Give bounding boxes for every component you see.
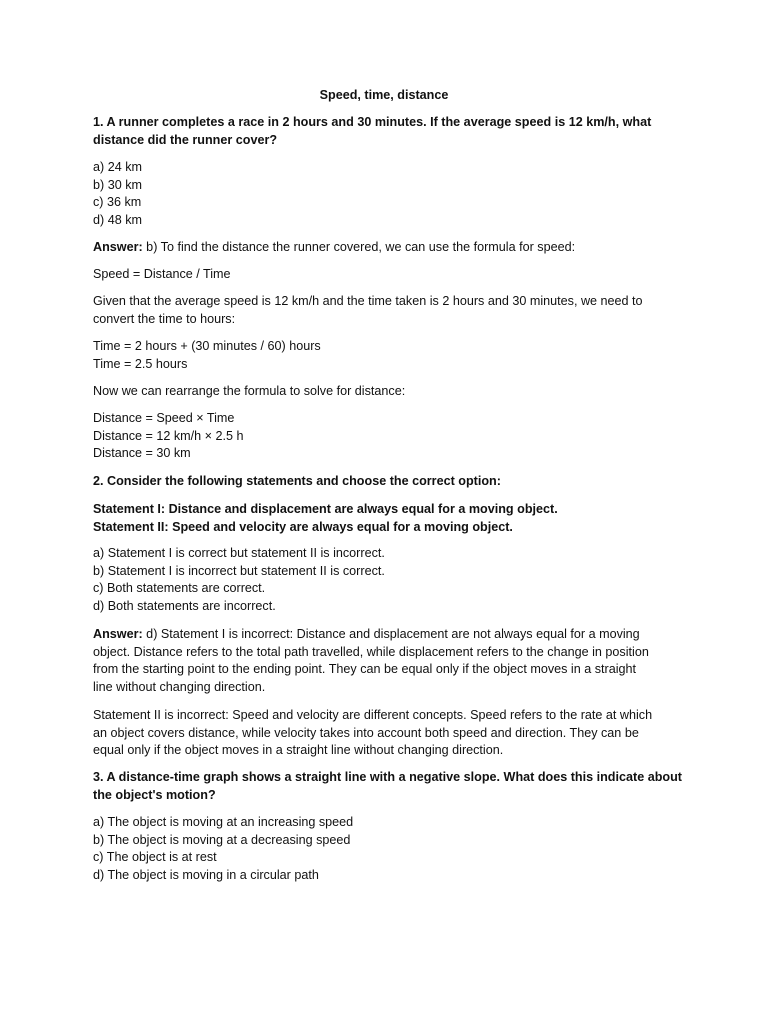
- answer-2: [93, 626, 683, 696]
- formula: [93, 266, 683, 284]
- answer-1: [93, 239, 683, 257]
- statement-2: Statement II: Speed and velocity are always equal for a moving object.: [93, 519, 513, 534]
- answer-1-line: [93, 239, 683, 257]
- given-line: convert the time to hours:: [93, 311, 236, 326]
- option-a: a) 24 km: [93, 160, 142, 174]
- explanation-line: Statement II is incorrect: Speed and velocity are different concepts. Speed refers to the rate at which: [93, 708, 653, 722]
- option-c: c) Both statements are correct.: [93, 581, 266, 596]
- answer-2-line: line without changing direction.: [93, 679, 266, 694]
- question-2-line: 2. Consider the following statements and choose the correct option:: [93, 474, 501, 488]
- answer-label: Answer:: [93, 627, 143, 641]
- time-calc-line: Time = 2 hours + (30 minutes / 60) hours: [93, 339, 321, 353]
- option-c: c) 36 km: [93, 195, 142, 210]
- question-1-line: distance did the runner cover?: [93, 132, 278, 147]
- distance-calc-line: Distance = 30 km: [93, 446, 191, 461]
- question-2-options: [93, 545, 683, 615]
- question-3-options: [93, 814, 683, 884]
- option-c: c) The object is at rest: [93, 850, 217, 865]
- rearrange-line: Now we can rearrange the formula to solve for distance:: [93, 384, 406, 398]
- document-title: Speed, time, distance: [319, 88, 449, 102]
- formula-line: Speed = Distance / Time: [93, 267, 231, 281]
- distance-calc-line: Distance = 12 km/h × 2.5 h: [93, 428, 244, 443]
- answer-text: b) To find the distance the runner covered, we can use the formula for speed:: [142, 240, 576, 254]
- answer-2-line: [93, 626, 683, 644]
- statement-2-explanation: [93, 707, 683, 760]
- option-d: d) The object is moving in a circular path: [93, 867, 319, 882]
- option-b: b) Statement I is incorrect but statement II is correct.: [93, 563, 385, 578]
- explanation-line: an object covers distance, while velocity takes into account both speed and direction. They can be: [93, 725, 639, 740]
- question-1-options: [93, 159, 683, 229]
- option-a: a) The object is moving at an increasing speed: [93, 815, 354, 829]
- question-3: [93, 769, 683, 804]
- answer-2-line: object. Distance refers to the total path travelled, while displacement refers to the change in position: [93, 644, 649, 659]
- question-2-statements: [93, 501, 683, 536]
- rearrange-text: [93, 383, 683, 401]
- given-paragraph: [93, 293, 683, 328]
- time-calc-line: Time = 2.5 hours: [93, 356, 188, 371]
- answer-label: Answer:: [93, 240, 143, 254]
- question-3-line: the object's motion?: [93, 787, 216, 802]
- answer-2-line: from the starting point to the ending point. They can be equal only if the object moves in a straight: [93, 662, 637, 677]
- option-b: b) The object is moving at a decreasing speed: [93, 832, 351, 847]
- distance-calculation: [93, 410, 683, 463]
- option-a: a) Statement I is correct but statement II is incorrect.: [93, 546, 385, 560]
- question-2: [93, 473, 683, 491]
- question-1: [93, 114, 683, 149]
- explanation-line: equal only if the object moves in a straight line without changing direction.: [93, 743, 504, 758]
- option-d: d) 48 km: [93, 212, 142, 227]
- option-d: d) Both statements are incorrect.: [93, 598, 276, 613]
- time-calculation: [93, 338, 683, 373]
- given-line: Given that the average speed is 12 km/h and the time taken is 2 hours and 30 minutes, we need to: [93, 294, 643, 308]
- option-b: b) 30 km: [93, 177, 142, 192]
- statement-1: Statement I: Distance and displacement are always equal for a moving object.: [93, 502, 558, 516]
- distance-calc-line: Distance = Speed × Time: [93, 411, 235, 425]
- question-1-line: 1. A runner completes a race in 2 hours and 30 minutes. If the average speed is 12 km/h, what: [93, 115, 652, 129]
- answer-text: d) Statement I is incorrect: Distance and displacement are not always equal for a moving: [142, 627, 640, 641]
- question-3-line: 3. A distance-time graph shows a straight line with a negative slope. What does this indicate about: [93, 770, 682, 784]
